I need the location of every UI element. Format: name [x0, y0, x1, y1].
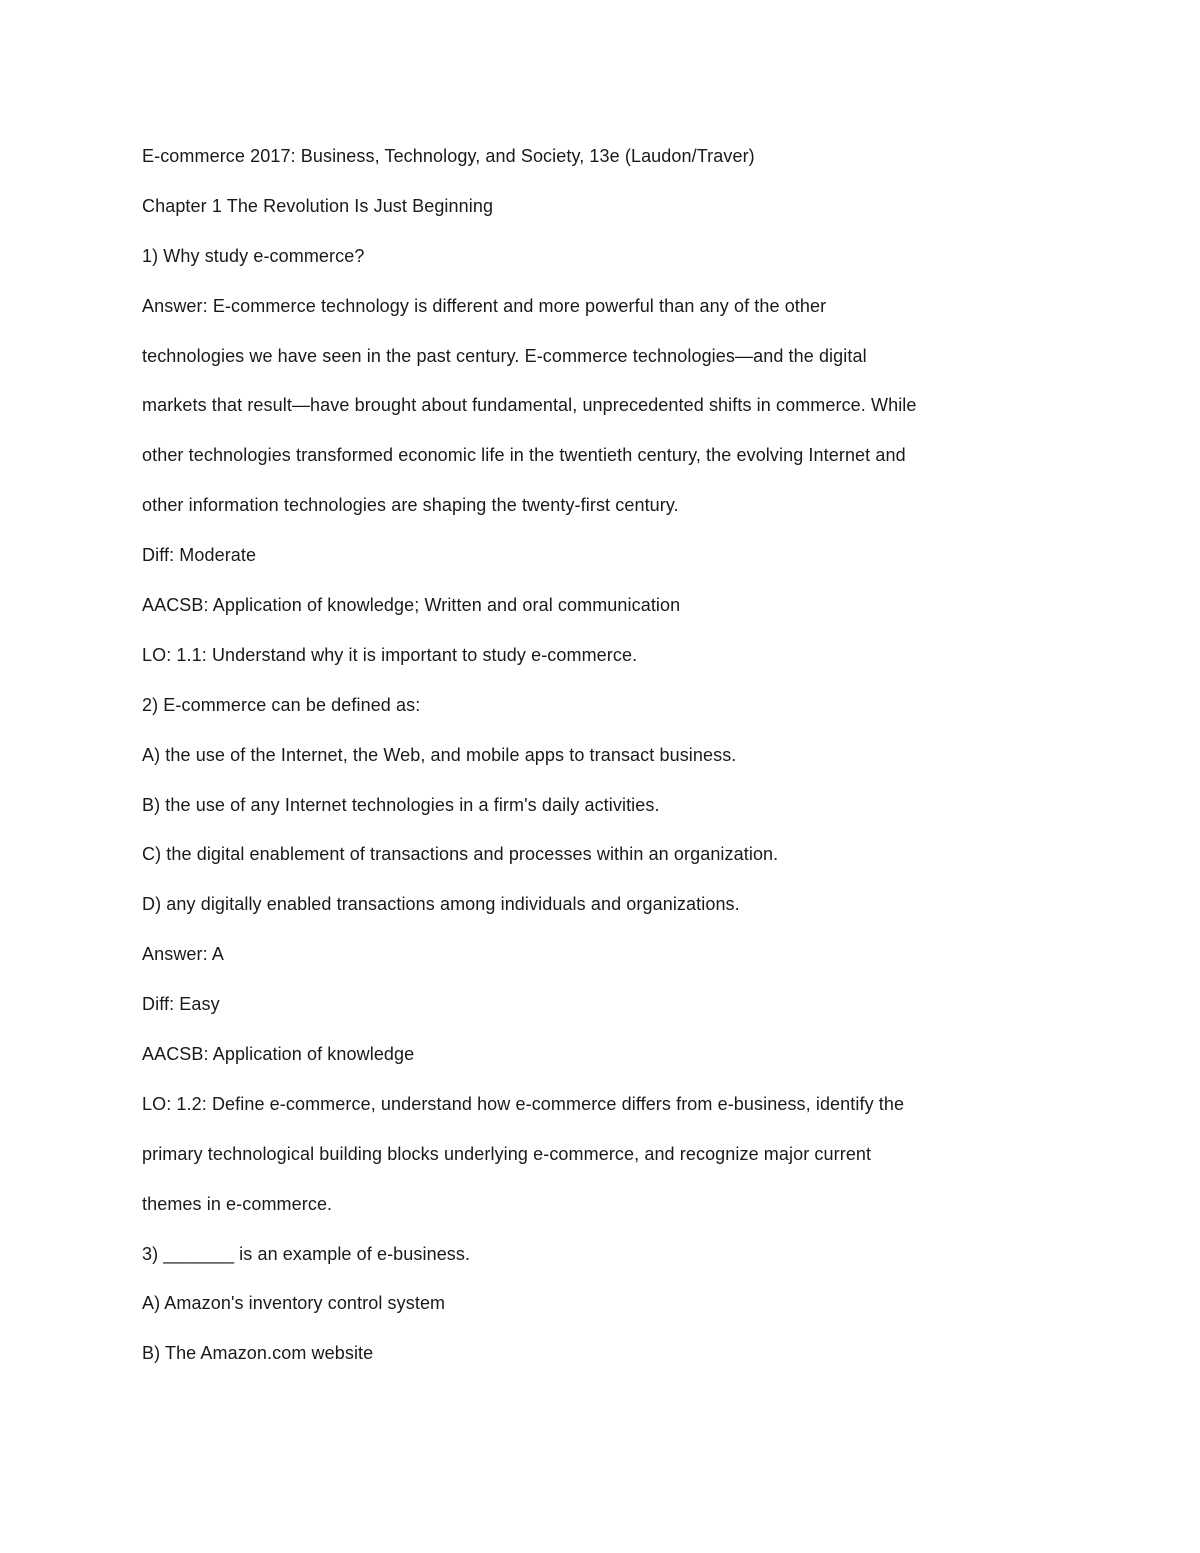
question-2-difficulty: Diff: Easy	[142, 994, 220, 1015]
question-1-answer-line: markets that result—have brought about fundamental, unprecedented shifts in commerce. While	[142, 395, 917, 416]
question-1: 1) Why study e-commerce?	[142, 245, 365, 266]
question-2-learning-objective-line: themes in e-commerce.	[142, 1193, 333, 1214]
question-1-answer-line: other technologies transformed economic life in the twentieth century, the evolving Internet and	[142, 445, 906, 466]
question-1-answer-line: other information technologies are shaping the twenty-first century.	[142, 495, 679, 516]
chapter-heading: Chapter 1 The Revolution Is Just Beginning	[142, 195, 494, 216]
question-2-aacsb: AACSB: Application of knowledge	[142, 1044, 415, 1065]
question-3-option-b: B) The Amazon.com website	[142, 1343, 374, 1364]
question-1-answer-line: Answer: E-commerce technology is different and more powerful than any of the other	[142, 295, 827, 316]
question-3-option-a: A) Amazon's inventory control system	[142, 1293, 446, 1314]
question-1-aacsb: AACSB: Application of knowledge; Written and oral communication	[142, 595, 681, 616]
question-2-option-c: C) the digital enablement of transactions and processes within an organization.	[142, 844, 779, 865]
question-2-option-b: B) the use of any Internet technologies in a firm's daily activities.	[142, 794, 660, 815]
question-1-learning-objective: LO: 1.1: Understand why it is important to study e-commerce.	[142, 644, 638, 665]
question-1-answer-line: technologies we have seen in the past century. E-commerce technologies—and the digital	[142, 345, 867, 366]
question-2-answer: Answer: A	[142, 944, 224, 965]
document-title: E-commerce 2017: Business, Technology, and Society, 13e (Laudon/Traver)	[142, 146, 755, 166]
question-3: 3) _______ is an example of e-business.	[142, 1243, 471, 1264]
question-1-difficulty: Diff: Moderate	[142, 545, 257, 566]
question-2-learning-objective-line: LO: 1.2: Define e-commerce, understand how e-commerce differs from e-business, identify the	[142, 1093, 905, 1114]
question-2: 2) E-commerce can be defined as:	[142, 694, 421, 715]
question-2-option-a: A) the use of the Internet, the Web, and mobile apps to transact business.	[142, 744, 737, 765]
question-2-learning-objective-line: primary technological building blocks underlying e-commerce, and recognize major current	[142, 1143, 872, 1164]
question-2-option-d: D) any digitally enabled transactions among individuals and organizations.	[142, 894, 740, 915]
document-body	[142, 140, 1022, 1387]
